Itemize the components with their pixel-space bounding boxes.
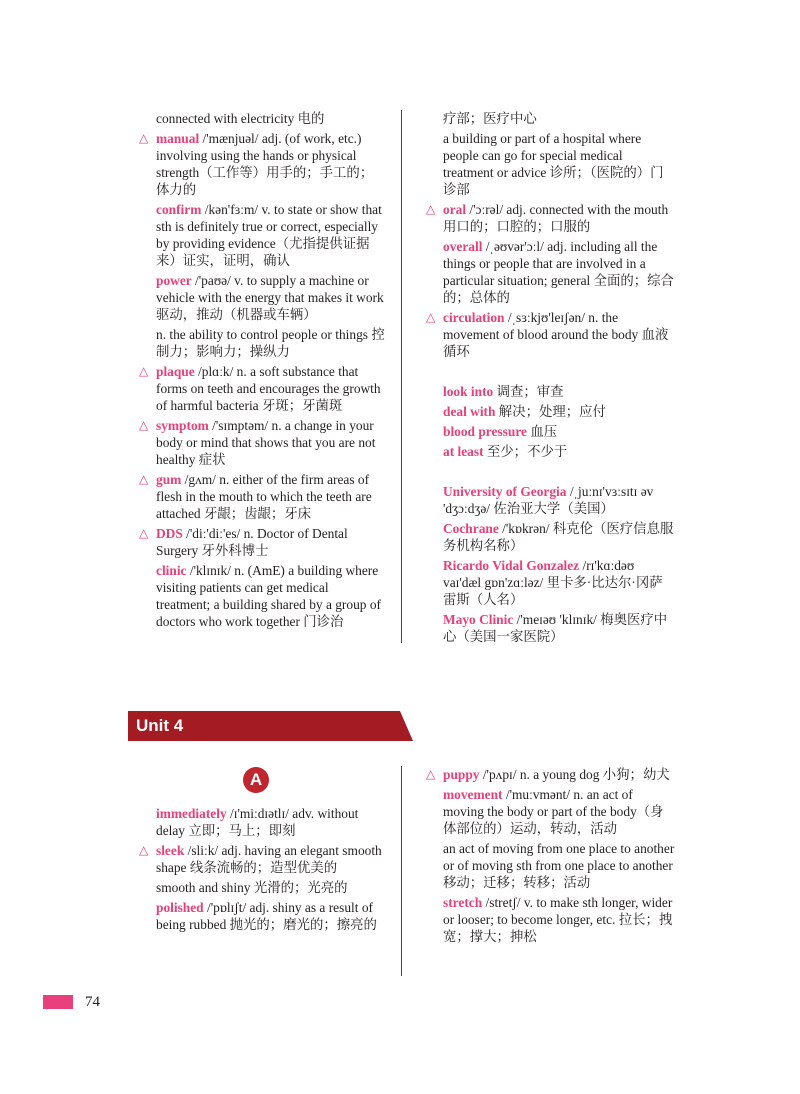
- headword: immediately: [156, 806, 227, 821]
- headword: confirm: [156, 202, 202, 217]
- definition: /ˌsɜːkjʊ'leɪʃən/ n. the movement of blood around the body 血液循环: [443, 310, 669, 359]
- entry-puppy: [443, 766, 675, 783]
- phrase-headword: look into: [443, 384, 494, 399]
- entry-manual: [156, 130, 386, 198]
- entry-gum: [156, 471, 386, 522]
- definition: connected with electricity 电的: [156, 111, 325, 126]
- phrase-look-into: [443, 383, 675, 400]
- definition: n. the ability to control people or things 控制力；影响力；操纵力: [156, 327, 385, 359]
- name-headword: Ricardo Vidal Gonzalez: [443, 558, 580, 573]
- entry-plaque: [156, 363, 386, 414]
- headword: oral: [443, 202, 467, 217]
- phrase-blood-pressure: [443, 423, 675, 440]
- headword: movement: [443, 787, 503, 802]
- headword: polished: [156, 900, 204, 915]
- bottom-right-column: [443, 766, 675, 948]
- name-ricardo-vidal-gonzalez: [443, 557, 675, 608]
- headword: gum: [156, 472, 182, 487]
- phrase-meaning: 血压: [526, 424, 558, 439]
- phrase-headword: deal with: [443, 404, 496, 419]
- headword: overall: [443, 239, 483, 254]
- phrase-meaning: 调查；审查: [493, 384, 564, 399]
- phrase-deal-with: [443, 403, 675, 420]
- entry-electricity-cont: [156, 110, 386, 127]
- phrase-meaning: 至少；不少于: [483, 444, 568, 459]
- headword: circulation: [443, 310, 505, 325]
- name-gloss: /rɪ'kɑːdəʊ vaɪ'dæl gɒn'zɑːləz/ 里卡多·比达尔·冈萨雷斯（人名）: [443, 558, 663, 607]
- column-divider-bottom: [401, 766, 402, 976]
- headword: manual: [156, 131, 200, 146]
- section-letter-badge: A: [243, 767, 269, 793]
- phrase-at-least: [443, 443, 675, 460]
- phrase-meaning: 解决；处理；应付: [495, 404, 606, 419]
- name-gloss: /ˌjuːnɪ'vɜːsɪtɪ əv 'dʒɔːdʒə/ 佐治亚大学（美国）: [443, 484, 654, 516]
- definition: 疗部；医疗中心: [443, 111, 537, 126]
- entry-oral: [443, 201, 675, 235]
- entry-dds: [156, 525, 386, 559]
- definition: /'muːvmənt/ n. an act of moving the body or part of the body（身体部位的）运动，转动，活动: [443, 787, 664, 836]
- definition: /'pɒlɪʃt/ adj. shiny as a result of being rubbed 抛光的；磨光的；擦亮的: [156, 900, 377, 932]
- definition: /'pʌpɪ/ n. a young dog 小狗；幼犬: [479, 767, 670, 782]
- definition: smooth and shiny 光滑的；光亮的: [156, 880, 348, 895]
- headword: clinic: [156, 563, 187, 578]
- headword: power: [156, 273, 192, 288]
- headword: sleek: [156, 843, 185, 858]
- entry-overall: [443, 238, 675, 306]
- entry-immediately: [156, 805, 386, 839]
- definition: /'diː'diː'es/ n. Doctor of Dental Surgery 牙外科博士: [156, 526, 348, 558]
- top-left-column: [156, 110, 386, 633]
- name-gloss: /'meɪəʊ 'klɪnɪk/ 梅奥医疗中心（美国一家医院）: [443, 612, 668, 644]
- definition: an act of moving from one place to another or of moving sth from one place to another 移动；迁移；转移；活动: [443, 841, 675, 890]
- entry-power: [156, 272, 386, 323]
- page-number-bar: [43, 995, 73, 1009]
- entry-clinic: [156, 562, 386, 630]
- entry-movement-sense2: [443, 840, 675, 891]
- definition: /'paʊə/ v. to supply a machine or vehicle with the energy that makes it work 驱动，推动（机器或车辆）: [156, 273, 384, 322]
- top-right-column: [443, 110, 675, 648]
- definition: /'mænjuəl/ adj. (of work, etc.) involving using the hands or physical strength（工作等）用手的；手工的；体力的: [156, 131, 374, 197]
- entry-stretch: [443, 894, 675, 945]
- headword: puppy: [443, 767, 480, 782]
- column-divider-top: [401, 110, 402, 643]
- definition: /sliːk/ adj. having an elegant smooth shape 线条流畅的；造型优美的: [156, 843, 382, 875]
- definition: /'sɪmptəm/ n. a change in your body or mind that shows that you are not healthy 症状: [156, 418, 376, 467]
- name-headword: Mayo Clinic: [443, 612, 514, 627]
- entry-movement: [443, 786, 675, 837]
- headword: symptom: [156, 418, 209, 433]
- unit-title: Unit 4: [136, 716, 184, 735]
- name-university-of-georgia: [443, 483, 675, 517]
- entry-polished: [156, 899, 386, 933]
- definition: /'ɔːrəl/ adj. connected with the mouth 用口的；口腔的；口服的: [443, 202, 669, 234]
- entry-clinic-cont: [443, 110, 675, 127]
- entry-symptom: [156, 417, 386, 468]
- definition: /ˌəʊvər'ɔːl/ adj. including all the things or people that are involved in a particular situation; general 全面的；综合的；总体的: [443, 239, 674, 305]
- definition: /ɪ'miːdɪətlɪ/ adv. without delay 立即；马上；即刻: [156, 806, 359, 838]
- definition: a building or part of a hospital where people can go for special medical treatment or advice 诊所；（医院的）门诊部: [443, 131, 664, 197]
- definition: /plɑːk/ n. a soft substance that forms on teeth and encourages the growth of harmful bacteria 牙斑；牙菌斑: [156, 364, 381, 413]
- name-gloss: /'kɒkrən/ 科克伦（医疗信息服务机构名称）: [443, 521, 674, 553]
- definition: /'klɪnɪk/ n. (AmE) a building where visiting patients can get medical treatment; a building shared by a group of doctors who work together 门诊治: [156, 563, 381, 629]
- definition: /stretʃ/ v. to make sth longer, wider or looser; to become longer, etc. 拉长；拽宽；撑大；抻松: [443, 895, 673, 944]
- entry-circulation: [443, 309, 675, 360]
- definition: /kən'fɜːm/ v. to state or show that sth is definitely true or correct, especially by providing evidence（尤指提供证据来）证实，证明，确认: [156, 202, 382, 268]
- headword: stretch: [443, 895, 483, 910]
- bottom-left-column: [156, 805, 386, 936]
- name-headword: Cochrane: [443, 521, 499, 536]
- name-mayo-clinic: [443, 611, 675, 645]
- headword: plaque: [156, 364, 195, 379]
- entry-power-noun: [156, 326, 386, 360]
- entry-clinic-sense2: [443, 130, 675, 198]
- headword: DDS: [156, 526, 183, 541]
- phrase-headword: at least: [443, 444, 484, 459]
- name-cochrane: [443, 520, 675, 554]
- entry-confirm: [156, 201, 386, 269]
- name-headword: University of Georgia: [443, 484, 567, 499]
- page-number: 74: [85, 994, 100, 1010]
- phrase-headword: blood pressure: [443, 424, 527, 439]
- definition: /gʌm/ n. either of the firm areas of flesh in the mouth to which the teeth are attached 牙龈；齿龈；牙床: [156, 472, 372, 521]
- entry-sleek: [156, 842, 386, 876]
- entry-sleek-sense2: [156, 879, 386, 896]
